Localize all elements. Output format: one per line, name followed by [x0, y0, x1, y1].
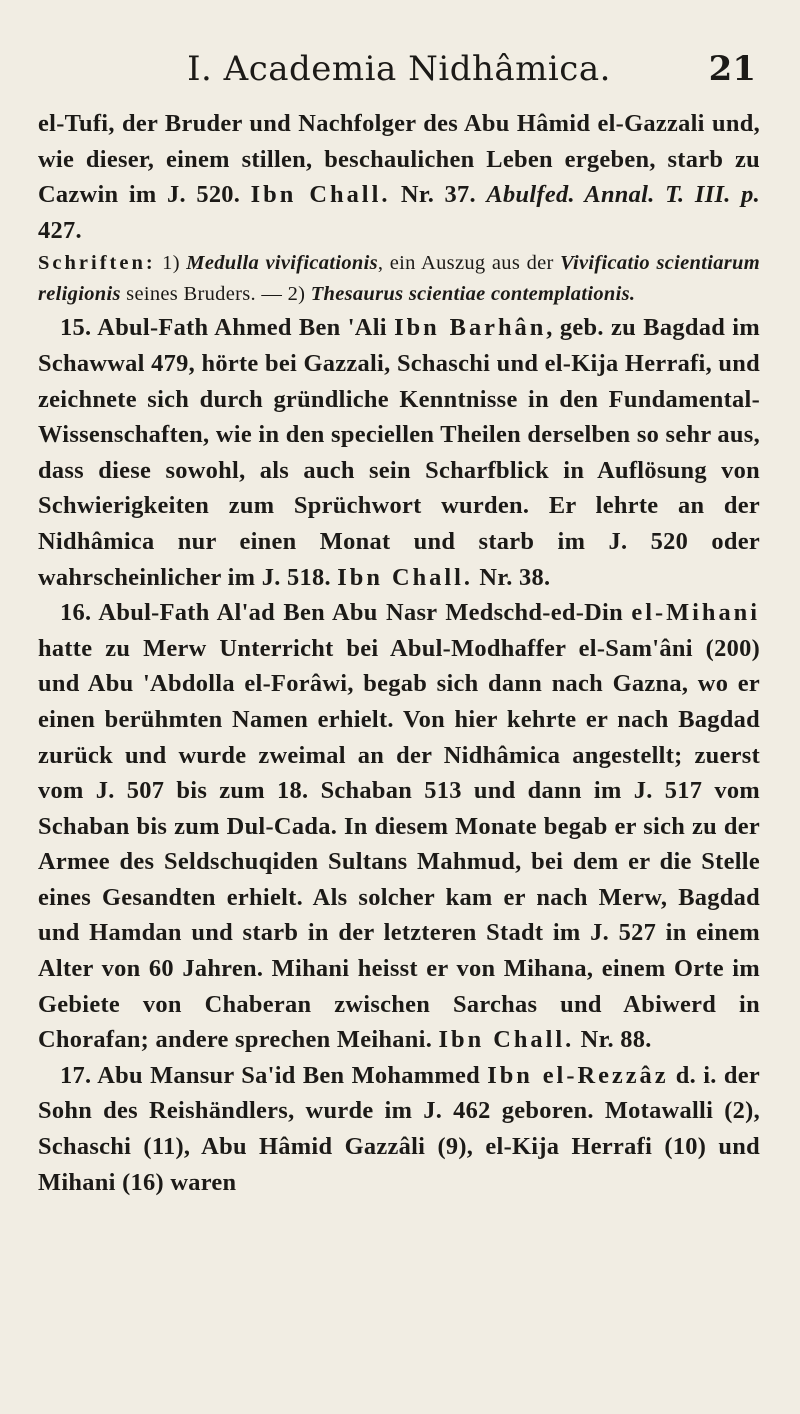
text-run: 1)	[155, 252, 187, 275]
text-run: , ein Auszug aus der	[377, 252, 561, 275]
text-run: 427.	[38, 216, 82, 244]
work-title: Medulla vivificationis	[186, 252, 378, 275]
text-run: Nr. 38.	[473, 563, 551, 591]
paragraph-tufi	[38, 106, 760, 248]
page-number: 21	[708, 49, 756, 89]
page-body	[38, 106, 760, 1200]
text-run: Abul-Fath Ahmed Ben 'Ali	[91, 314, 395, 342]
schriften-label: Schriften:	[38, 252, 156, 275]
entry-number: 17.	[60, 1061, 92, 1089]
paragraph-16	[38, 595, 760, 1058]
reference-ibn-chall: Ibn Chall.	[438, 1026, 575, 1054]
text-run: Nr. 88.	[574, 1026, 652, 1054]
text-run: Nr. 37.	[390, 181, 487, 209]
paragraph-schriften	[38, 248, 760, 310]
reference-abulfeda: Abulfed. Annal. T. III. p.	[486, 181, 761, 209]
text-run: , geb. zu Bagdad im Schawwal 479, hörte bei Gazzali, Schaschi und el-Kija Herrafi, und zeichnete sich durch gründliche Kenntnisse in den Fundamental-Wissenschaften, wie in den speciellen Theilen derselben so sehr aus, dass diese sowohl, als auch sein Scharfblick in Auflösung von Schwierigkeiten zum Sprüchwort wurden. Er lehrte an der Nidhâmica nur einen Monat und starb im J. 520 oder wahrscheinlicher im J. 518.	[38, 314, 760, 591]
text-run: seines Bruders. — 2)	[120, 283, 311, 306]
paragraph-15	[38, 310, 760, 595]
spaced-name: el-Mihani	[631, 599, 760, 627]
reference-ibn-chall: Ibn Chall.	[337, 563, 474, 591]
text-run: el-Tufi, der Bruder und Nachfolger des Abu Hâmid el-Gazzali und, wie dieser, einem stillen, beschaulichen Leben ergeben, starb zu Cazwin im J. 520.	[38, 110, 760, 209]
text-run: Abu Mansur Sa'id Ben Mohammed	[91, 1061, 488, 1089]
spaced-name: Ibn el-Rezzâz	[487, 1061, 669, 1089]
work-title: Thesaurus scientiae contemplationis.	[310, 283, 636, 306]
text-run: Abul-Fath Al'ad Ben Abu Nasr Medschd-ed-Din	[91, 599, 632, 627]
work-title: Vivificatio scientiarum religionis	[38, 252, 760, 306]
text-run: d. i. der Sohn des Reishändlers, wurde im J. 462 geboren. Motawalli (2), Schaschi (11), Abu Hâmid Gazzâli (9), el-Kija Herrafi (10) und Mihani (16) waren	[38, 1061, 761, 1196]
spaced-name: Ibn Barhân	[394, 314, 547, 342]
entry-number: 15.	[60, 314, 92, 342]
running-header	[38, 38, 760, 100]
entry-number: 16.	[60, 599, 92, 627]
text-run: hatte zu Merw Unterricht bei Abul-Modhaffer el-Sam'âni (200) und Abu 'Abdolla el-Forâwi, begab sich dann nach Gazna, wo er einen berühmten Namen erhielt. Von hier kehrte er nach Bagdad zurück und wurde zweimal an der Nidhâmica angestellt; zuerst vom J. 507 bis zum 18. Schaban 513 und dann im J. 517 vom Schaban bis zum Dul-Cada. In diesem Monate begab er sich zu der Armee des Seldschuqiden Sultans Mahmud, bei dem er die Stelle eines Gesandten erhielt. Als solcher kam er nach Merw, Bagdad und Hamdan und starb in der letzteren Stadt im J. 527 in einem Alter von 60 Jahren. Mihani heisst er von Mihana, einem Orte im Gebiete von Chaberan zwischen Sarchas und Abiwerd in Chorafan; andere sprechen Meihani.	[38, 634, 760, 1054]
paragraph-17	[38, 1058, 760, 1200]
running-title: I. Academia Nidhâmica.	[187, 49, 611, 89]
reference-ibn-chall: Ibn Chall.	[250, 181, 391, 209]
